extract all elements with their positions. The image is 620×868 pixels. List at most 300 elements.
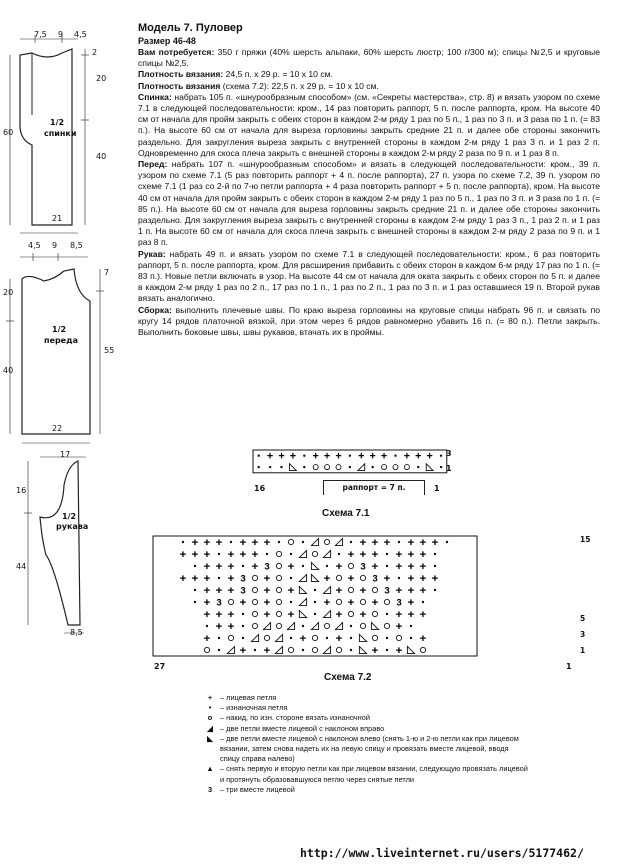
instructions-text bbox=[138, 22, 600, 338]
back-dim-left: 60 bbox=[3, 128, 14, 137]
stitch-symbol bbox=[218, 553, 220, 555]
stitch-symbol bbox=[194, 589, 196, 591]
scheme-7-1-row-number-top: 3 bbox=[446, 449, 452, 458]
stitch-symbol: + bbox=[263, 572, 271, 585]
stitch-symbol bbox=[440, 454, 442, 456]
stitch-symbol bbox=[335, 538, 342, 545]
stitch-symbol bbox=[276, 551, 281, 556]
stitch-symbol: + bbox=[227, 620, 235, 633]
stitch-symbol bbox=[312, 551, 317, 556]
legend-symbol: + bbox=[207, 693, 213, 702]
stitch-symbol: + bbox=[407, 560, 415, 573]
stitch-symbol: + bbox=[215, 620, 223, 633]
stitch-symbol bbox=[323, 610, 330, 617]
stitch-symbol: + bbox=[383, 536, 391, 549]
stitch-symbol bbox=[350, 637, 352, 639]
stitch-symbol: + bbox=[395, 560, 403, 573]
stitch-symbol bbox=[302, 649, 304, 651]
scheme-7-1-title: Схема 7.1 bbox=[322, 508, 370, 519]
stitch-symbol: + bbox=[263, 584, 271, 597]
stitch-symbol bbox=[303, 466, 305, 468]
stitch-symbol: + bbox=[239, 596, 247, 609]
stitch-symbol bbox=[228, 599, 233, 604]
stitch-symbol bbox=[323, 550, 330, 557]
stitch-symbol bbox=[290, 601, 292, 603]
stitch-symbol bbox=[360, 575, 365, 580]
stitch-symbol bbox=[434, 589, 436, 591]
stitch-symbol bbox=[242, 637, 244, 639]
stitch-symbol bbox=[420, 647, 425, 652]
stitch-symbol: 3 bbox=[360, 561, 366, 573]
stitch-symbol: + bbox=[263, 536, 271, 549]
back-dim-top-1: 7,5 bbox=[34, 30, 47, 39]
stitch-symbol bbox=[350, 649, 352, 651]
front-dim-top-2: 9 bbox=[52, 241, 58, 250]
stitch-symbol bbox=[323, 646, 330, 653]
stitch-symbol: + bbox=[347, 572, 355, 585]
stitch-symbol bbox=[302, 565, 304, 567]
stitch-symbol bbox=[227, 646, 234, 653]
stitch-symbol: + bbox=[227, 560, 235, 573]
front-dim-top-3: 8,5 bbox=[70, 241, 83, 250]
back-label: спинки bbox=[44, 129, 77, 138]
stitch-symbol: 3 bbox=[216, 597, 222, 609]
stitch-symbol bbox=[194, 601, 196, 603]
stitch-symbol bbox=[348, 611, 353, 616]
stitch-symbol bbox=[242, 625, 244, 627]
paragraph-gauge: Плотность вязания: 24,5 п. х 29 р. = 10 х 10 см. bbox=[138, 69, 333, 80]
stitch-symbol: + bbox=[215, 560, 223, 573]
stitch-symbol: + bbox=[407, 596, 415, 609]
stitch-symbol bbox=[386, 637, 388, 639]
legend-item bbox=[200, 764, 530, 784]
stitch-symbol: + bbox=[191, 536, 199, 549]
stitch-symbol bbox=[434, 553, 436, 555]
stitch-symbol: + bbox=[203, 608, 211, 621]
stitch-symbol bbox=[324, 623, 329, 628]
legend-item bbox=[200, 724, 530, 734]
stitch-symbol bbox=[269, 466, 271, 468]
legend-symbol: ▲ bbox=[206, 764, 214, 774]
stitch-symbol: + bbox=[239, 536, 247, 549]
stitch-symbol bbox=[242, 613, 244, 615]
stitch-symbol: 3 bbox=[240, 573, 246, 585]
sleeve-dim-bottom: 8,5 bbox=[70, 628, 83, 637]
stitch-symbol bbox=[311, 562, 318, 569]
stitch-symbol bbox=[314, 589, 316, 591]
stitch-symbol bbox=[382, 465, 387, 470]
stitch-symbol: + bbox=[395, 548, 403, 561]
stitch-symbol: + bbox=[335, 560, 343, 573]
legend-item bbox=[200, 703, 530, 713]
sleeve-dim-left-2: 44 bbox=[16, 562, 27, 571]
stitch-symbol bbox=[312, 647, 317, 652]
stitch-symbol: + bbox=[403, 450, 411, 463]
stitch-symbol bbox=[252, 575, 257, 580]
stitch-symbol: + bbox=[395, 644, 403, 657]
stitch-symbol bbox=[358, 464, 365, 471]
stitch-symbol bbox=[386, 565, 388, 567]
stitch-symbol: + bbox=[323, 572, 331, 585]
paragraph-front: Перед: набрать 107 п. «шнурообразным способом» и вязать в следующей последовательности: кром., 39 п. узором по схеме 7.1 (5 раз повторить раппорт + 4 п. после раппорта), 27 п. узора по схеме 7.2, 39 п. узором по схеме 7.1 (1 раз со 2-й по 7-ю петли раппорта + 4 раза повторить раппорт + 5 п. после раппорта), кром. На высоте 40 см от начала для пройм закрыть с обеих сторон в каждом 2-м ряду 1 раз по 5 п., 1 раз по 3 п. и 3 раза по 1 п. (= 85 п.). На высоте 60 см от начала для выреза горловины закрыть средние 21 п. и далее обе стороны закончить раздельно. Для закругления выреза закрыть с внутренней стороны в каждом 2-м ряду 1 раз 3 п., 1 раз 2 п. и 1 раз 1 п. На высоте 60 см от начала для скоса плеча закрыть с внешней стороны в каждом 2-м ряду 2 раза по 9 п. и 1 раз 8 п. bbox=[138, 159, 600, 248]
stitch-symbol bbox=[336, 599, 341, 604]
stitch-symbol: + bbox=[227, 572, 235, 585]
stitch-symbol: + bbox=[251, 560, 259, 573]
stitch-symbol: + bbox=[347, 596, 355, 609]
stitch-symbol bbox=[349, 454, 351, 456]
stitch-symbol: + bbox=[419, 572, 427, 585]
stitch-symbol: + bbox=[263, 608, 271, 621]
paragraph-sleeve: Рукав: набрать 49 п. и вязать узором по схеме 7.1 в следующей последовательности: кром., 6 раз повторить раппорт, 5 п. после раппорта, кром. Для расширения прибавить с обеих сторон в каждом 6-м ряду 17 раз по 1 п. (= 83 п.). Новые петли включать в узор. На высоте 44 см от начала для оката закрыть с обеих сторон по 5 п. и далее в каждом 2-м ряду 1 раз по 2 п., 17 раз по 1 п., 1 раз по 2 п., 1 раз по 3 п. и 1 раз оставшиеся 19 п. Второй рукав вязать аналогично. bbox=[138, 248, 600, 304]
stitch-symbol bbox=[350, 541, 352, 543]
stitch-symbol: 3 bbox=[372, 573, 378, 585]
paragraph-assembly: Сборка: выполнить плечевые швы. По краю выреза горловины на круговые спицы набрать 96 п. и связать по кругу 14 рядов платочной вязкой, при этом через 6 рядов равномерно убавить 16 п. (= 80 п.). Петли закрыть. Выполнить боковые швы, швы рукавов, втачать их в проймы. bbox=[138, 304, 600, 338]
stitch-symbol: + bbox=[263, 644, 271, 657]
stitch-symbol bbox=[359, 634, 366, 641]
back-dim-right-2: 20 bbox=[96, 74, 107, 83]
stitch-symbol: + bbox=[359, 584, 367, 597]
stitch-symbol bbox=[288, 539, 293, 544]
stitch-symbol bbox=[314, 601, 316, 603]
stitch-symbol: + bbox=[203, 632, 211, 645]
model-size: Размер 46-48 bbox=[138, 36, 196, 46]
stitch-symbol: + bbox=[203, 584, 211, 597]
legend-symbol: ◢ bbox=[207, 723, 213, 733]
stitch-symbol bbox=[299, 610, 306, 617]
sleeve-dim-left-1: 16 bbox=[16, 486, 27, 495]
paragraph-materials: Вам потребуется: 350 г пряжи (40% шерсть альпаки, 60% шерсть люстр; 100 г/300 м); спицы №2,5 и круговые спицы №2,5. bbox=[138, 47, 600, 69]
stitch-symbol: + bbox=[419, 584, 427, 597]
stitch-symbol bbox=[254, 649, 256, 651]
stitch-symbol: + bbox=[431, 536, 439, 549]
legend-symbol: 3 bbox=[207, 784, 213, 794]
stitch-symbol: + bbox=[203, 536, 211, 549]
stitch-symbol: + bbox=[347, 548, 355, 561]
stitch-symbol bbox=[275, 646, 282, 653]
scheme-7-1-col-right: 1 bbox=[434, 484, 440, 493]
stitch-symbol: + bbox=[323, 596, 331, 609]
stitch-symbol bbox=[360, 599, 365, 604]
stitch-symbol bbox=[386, 613, 388, 615]
stitch-symbol bbox=[371, 466, 373, 468]
stitch-symbol bbox=[312, 635, 317, 640]
stitch-symbol: + bbox=[369, 450, 376, 463]
stitch-symbol bbox=[398, 541, 400, 543]
stitch-symbol bbox=[335, 622, 342, 629]
stitch-symbol: + bbox=[312, 450, 319, 463]
stitch-symbol bbox=[426, 464, 433, 471]
legend-symbol: • bbox=[208, 703, 212, 713]
front-pattern bbox=[6, 253, 104, 443]
scheme-7-2-grid bbox=[152, 535, 478, 657]
stitch-symbol: + bbox=[203, 572, 211, 585]
stitch-symbol: + bbox=[251, 548, 259, 561]
stitch-symbol: 3 bbox=[240, 585, 246, 597]
stitch-symbol bbox=[258, 454, 260, 456]
stitch-symbol bbox=[276, 575, 281, 580]
stitch-symbol bbox=[299, 586, 306, 593]
front-dim-left-1: 20 bbox=[3, 288, 14, 297]
footer-url: http://www.liveinternet.ru/users/5177462/ bbox=[300, 846, 584, 860]
stitch-symbol bbox=[275, 634, 282, 641]
scheme-7-2-title: Схема 7.2 bbox=[324, 672, 372, 683]
stitch-symbol bbox=[287, 622, 294, 629]
stitch-symbol bbox=[289, 464, 296, 471]
stitch-symbol: + bbox=[227, 548, 235, 561]
stitch-symbol: + bbox=[179, 548, 187, 561]
stitch-symbol: + bbox=[407, 608, 415, 621]
legend-text: – две петли вместе лицевой с наклоном вправо bbox=[220, 723, 385, 733]
stitch-symbol bbox=[323, 586, 330, 593]
stitch-symbol bbox=[349, 466, 351, 468]
stitch-symbol bbox=[182, 541, 184, 543]
stitch-symbol: + bbox=[395, 584, 403, 597]
stitch-symbol: + bbox=[383, 572, 391, 585]
stitch-symbol bbox=[302, 625, 304, 627]
stitch-symbol bbox=[206, 625, 208, 627]
stitch-symbol: + bbox=[239, 644, 247, 657]
scheme-7-2-row-5: 5 bbox=[580, 614, 586, 623]
back-dim-right-1: 2 bbox=[92, 48, 98, 57]
stitch-symbol bbox=[258, 466, 260, 468]
stitch-symbol bbox=[266, 553, 268, 555]
stitch-symbol bbox=[348, 563, 353, 568]
stitch-symbol: + bbox=[335, 608, 343, 621]
back-label-fraction: 1/2 bbox=[50, 118, 65, 127]
stitch-symbol: + bbox=[191, 548, 199, 561]
stitch-symbol: + bbox=[335, 632, 343, 645]
stitch-symbol: + bbox=[371, 644, 379, 657]
stitch-symbol: + bbox=[359, 548, 367, 561]
scheme-7-2-col-right: 1 bbox=[566, 662, 572, 671]
stitch-symbol bbox=[276, 563, 281, 568]
front-dim-top-1: 4,5 bbox=[28, 241, 41, 250]
stitch-symbol: + bbox=[407, 584, 415, 597]
stitch-symbol: + bbox=[335, 450, 342, 463]
legend bbox=[200, 693, 530, 795]
stitch-symbol bbox=[311, 574, 318, 581]
stitch-symbol bbox=[326, 637, 328, 639]
stitch-symbol bbox=[410, 637, 412, 639]
stitch-symbol: + bbox=[227, 584, 235, 597]
stitch-symbol: + bbox=[359, 608, 367, 621]
stitch-symbol: + bbox=[289, 450, 297, 463]
sleeve-label-fraction: 1/2 bbox=[62, 512, 77, 521]
stitch-symbol bbox=[384, 623, 389, 628]
stitch-symbol: 3 bbox=[384, 585, 390, 597]
stitch-symbol bbox=[417, 466, 419, 468]
stitch-symbol: + bbox=[287, 560, 295, 573]
scheme-7-1-row-number-bottom: 1 bbox=[446, 464, 452, 473]
stitch-symbol bbox=[371, 622, 378, 629]
stitch-symbol: + bbox=[419, 548, 427, 561]
stitch-symbol bbox=[348, 587, 353, 592]
stitch-symbol bbox=[303, 454, 305, 456]
stitch-symbol: + bbox=[179, 572, 187, 585]
scheme-7-2-col-left: 27 bbox=[154, 662, 166, 671]
paragraph-gauge-scheme: Плотность вязания (схема 7.2): 22,5 п. х 29 р. = 10 х 10 см. bbox=[138, 80, 379, 91]
stitch-symbol bbox=[311, 622, 318, 629]
scheme-7-1-rapport: раппорт = 7 п. bbox=[323, 480, 425, 495]
scheme-7-1-grid bbox=[252, 449, 448, 474]
stitch-symbol: + bbox=[407, 548, 415, 561]
stitch-symbol bbox=[386, 649, 388, 651]
stitch-symbol: + bbox=[215, 608, 223, 621]
stitch-symbol bbox=[290, 637, 292, 639]
stitch-symbol: + bbox=[299, 632, 307, 645]
stitch-symbol bbox=[394, 454, 396, 456]
stitch-symbol bbox=[326, 565, 328, 567]
stitch-symbol: + bbox=[266, 450, 274, 463]
stitch-symbol bbox=[404, 465, 409, 470]
back-dim-right-3: 40 bbox=[96, 152, 107, 161]
stitch-symbol bbox=[384, 599, 389, 604]
stitch-symbol: + bbox=[335, 584, 343, 597]
legend-symbol: ◣ bbox=[207, 733, 213, 743]
stitch-symbol: + bbox=[415, 450, 422, 463]
stitch-symbol bbox=[446, 541, 448, 543]
sleeve-dim-top: 17 bbox=[60, 450, 71, 459]
stitch-symbol: + bbox=[419, 632, 427, 645]
stitch-symbol bbox=[336, 647, 341, 652]
stitch-symbol: + bbox=[371, 596, 379, 609]
stitch-symbol bbox=[280, 466, 282, 468]
stitch-symbol: + bbox=[203, 560, 211, 573]
stitch-symbol: + bbox=[395, 608, 403, 621]
stitch-symbol: + bbox=[419, 608, 427, 621]
stitch-symbol bbox=[276, 599, 281, 604]
legend-text: – снять первую и вторую петли как при лицевом вязании, следующую провязать лицевой и протянуть образовавшуюся петлю через снятые петли bbox=[220, 764, 528, 784]
stitch-symbol bbox=[302, 541, 304, 543]
stitch-symbol bbox=[359, 646, 366, 653]
stitch-symbol bbox=[218, 577, 220, 579]
front-dim-bottom: 22 bbox=[52, 424, 63, 433]
stitch-symbol bbox=[264, 635, 269, 640]
stitch-symbol bbox=[372, 611, 377, 616]
stitch-symbol bbox=[407, 646, 414, 653]
stitch-symbol bbox=[276, 587, 281, 592]
stitch-symbol bbox=[440, 466, 442, 468]
stitch-symbol bbox=[393, 465, 398, 470]
stitch-symbol bbox=[230, 541, 232, 543]
legend-item bbox=[200, 713, 530, 723]
stitch-symbol: + bbox=[359, 536, 367, 549]
stitch-symbol bbox=[325, 465, 330, 470]
paragraph-back: Спинка: набрать 105 п. «шнурообразным способом» (см. «Секреты мастерства», стр. 8) и вязать узором по схеме 7.1 в следующей последовательности: кром., 14 раз повторить раппорт, 5 п. после раппорта, кром. На высоте 40 см от начала для пройм закрыть с обеих сторон в каждом 2-м ряду 1 раз по 5 п., 1 раз по 3 п. и 3 раза по 1 п. (= 83 п.). На высоте 60 см от начала для выреза горловины закрыть средние 21 п. и далее обе стороны закончить раздельно. Для закругления выреза закрыть с внутренней стороны в каждом 2-м ряду 1 раз 3 п. и 1 раз 2 п. Одновременно для скоса плеча закрыть с внешней стороны в каждом 2-м ряду 2 раза по 9 п. и 1 раз 8 п. bbox=[138, 91, 600, 158]
grid-frame bbox=[153, 536, 477, 656]
stitch-symbol bbox=[263, 622, 270, 629]
stitch-symbol bbox=[290, 553, 292, 555]
stitch-symbol bbox=[311, 538, 318, 545]
stitch-symbol bbox=[252, 623, 257, 628]
stitch-symbol: + bbox=[203, 548, 211, 561]
stitch-symbol: + bbox=[407, 536, 415, 549]
stitch-symbol bbox=[252, 587, 257, 592]
stitch-symbol: + bbox=[323, 450, 331, 463]
stitch-symbol bbox=[204, 647, 209, 652]
stitch-symbol: + bbox=[371, 548, 379, 561]
stitch-symbol bbox=[314, 613, 316, 615]
model-title: Модель 7. Пуловер bbox=[138, 22, 243, 34]
front-dim-left-2: 40 bbox=[3, 366, 14, 375]
stitch-symbol: + bbox=[419, 560, 427, 573]
stitch-symbol bbox=[434, 565, 436, 567]
legend-text: – лицевая петля bbox=[220, 693, 277, 702]
stitch-symbol bbox=[398, 577, 400, 579]
sleeve-pattern bbox=[24, 457, 89, 633]
front-label-fraction: 1/2 bbox=[52, 325, 67, 334]
stitch-symbol bbox=[252, 611, 257, 616]
scheme-7-2-row-15: 15 bbox=[580, 535, 591, 544]
stitch-symbol bbox=[278, 541, 280, 543]
stitch-symbol bbox=[350, 625, 352, 627]
stitch-symbol: + bbox=[371, 560, 379, 573]
stitch-symbol: + bbox=[419, 536, 427, 549]
back-dim-top-3: 4,5 bbox=[74, 30, 87, 39]
stitch-symbol: + bbox=[426, 450, 433, 463]
stitch-symbol bbox=[276, 611, 281, 616]
pattern-diagrams bbox=[0, 25, 135, 685]
stitch-symbol bbox=[336, 575, 341, 580]
stitch-symbol bbox=[299, 574, 306, 581]
stitch-symbol: + bbox=[203, 596, 211, 609]
stitch-symbol bbox=[276, 623, 281, 628]
stitch-symbol: 3 bbox=[264, 561, 270, 573]
stitch-symbol: + bbox=[239, 548, 247, 561]
front-dim-right-1: 7 bbox=[104, 268, 110, 277]
stitch-symbol: + bbox=[287, 608, 295, 621]
scheme-7-2-row-3: 3 bbox=[580, 630, 586, 639]
stitch-symbol bbox=[299, 598, 306, 605]
stitch-symbol: 3 bbox=[396, 597, 402, 609]
stitch-symbol: + bbox=[227, 608, 235, 621]
stitch-symbol bbox=[338, 553, 340, 555]
stitch-symbol bbox=[242, 565, 244, 567]
stitch-symbol bbox=[336, 465, 341, 470]
front-label: переда bbox=[44, 336, 78, 345]
legend-text: – три вместе лицевой bbox=[220, 784, 295, 794]
stitch-symbol bbox=[251, 634, 258, 641]
stitch-symbol bbox=[313, 465, 318, 470]
stitch-symbol: + bbox=[358, 450, 365, 463]
stitch-symbol: + bbox=[287, 584, 295, 597]
stitch-symbol: + bbox=[215, 536, 223, 549]
stitch-symbol bbox=[218, 637, 220, 639]
stitch-symbol bbox=[288, 647, 293, 652]
stitch-symbol bbox=[360, 623, 365, 628]
stitch-symbol: + bbox=[215, 584, 223, 597]
stitch-symbol bbox=[386, 553, 388, 555]
stitch-symbol bbox=[410, 625, 412, 627]
legend-item bbox=[200, 693, 530, 703]
stitch-symbol bbox=[324, 539, 329, 544]
legend-item bbox=[200, 785, 530, 795]
stitch-symbol bbox=[372, 635, 377, 640]
legend-text: – две петли вместе лицевой с наклоном влево (снять 1-ю и 2-ю петли как при лицевом вязании, затем снова надеть их на левую спицу и провязать вместе лицевой, вводя спицу справа налево) bbox=[220, 733, 519, 764]
stitch-symbol: + bbox=[407, 572, 415, 585]
stitch-symbol: + bbox=[380, 450, 388, 463]
legend-text: – накид, по изн. стороне вязать изнаночной bbox=[220, 713, 370, 723]
stitch-symbol: + bbox=[431, 572, 439, 585]
stitch-symbol bbox=[194, 565, 196, 567]
stitch-symbol: + bbox=[371, 536, 379, 549]
stitch-symbol: + bbox=[395, 620, 403, 633]
stitch-symbol bbox=[396, 635, 401, 640]
stitch-symbol: + bbox=[263, 596, 271, 609]
sleeve-label: рукава bbox=[56, 522, 89, 531]
stitch-symbol bbox=[252, 599, 257, 604]
back-dim-top-2: 9 bbox=[58, 30, 64, 39]
